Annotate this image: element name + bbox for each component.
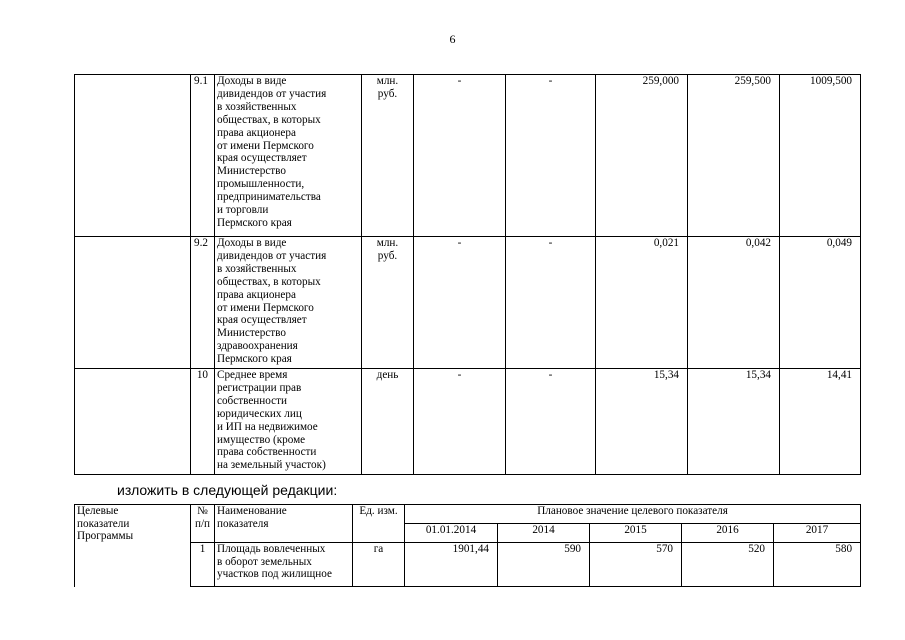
table-row [75,369,861,475]
empty-cell [75,543,191,587]
unit-cell: день [362,369,414,475]
empty-cell [75,369,191,475]
column-header-unit: Ед. изм. [353,505,405,543]
value-cell: 15,34 [596,369,688,475]
indicators-table-new [74,504,861,587]
value-cell: 259,000 [596,75,688,237]
table-row [75,543,861,587]
row-number: 1 [191,543,215,587]
header-row [75,505,861,524]
value-cell: 0,042 [688,237,780,369]
column-header-year: 2017 [774,524,861,543]
unit-cell: га [353,543,405,587]
value-cell: 14,41 [780,369,861,475]
value-cell: - [414,369,506,475]
intro-text: изложить в следующей редакции: [117,482,338,498]
value-cell: 15,34 [688,369,780,475]
column-header-plan: Плановое значение целевого показателя [405,505,861,524]
unit-cell: млн. руб. [362,237,414,369]
column-header-year: 2015 [590,524,682,543]
value-cell: - [414,75,506,237]
empty-cell [75,75,191,237]
unit-cell: млн. руб. [362,75,414,237]
value-cell: 570 [590,543,682,587]
indicator-name: Доходы в виде дивидендов от участия в хозяйственных обществах, в которых права акционера от имени Пермского края осуществляет Министерство здравоохранения Пермского края [215,237,362,369]
column-header-target: Целевые показатели Программы [75,505,191,543]
indicator-name: Площадь вовлеченных в оборот земельных участков под жилищное [215,543,353,587]
indicator-name: Доходы в виде дивидендов от участия в хозяйственных обществах, в которых права акционера от имени Пермского края осуществляет Министерство промышленности, предпринимательства и торговли Пермского края [215,75,362,237]
column-header-year: 2016 [682,524,774,543]
column-header-year: 2014 [498,524,590,543]
row-number: 10 [191,369,215,475]
empty-cell [75,237,191,369]
value-cell: 0,021 [596,237,688,369]
value-cell: 520 [682,543,774,587]
row-number: 9.1 [191,75,215,237]
value-cell: 259,500 [688,75,780,237]
column-header-number: № п/п [191,505,215,543]
table-row [75,237,861,369]
table-row [75,75,861,237]
value-cell: 1901,44 [405,543,498,587]
value-cell: 1009,500 [780,75,861,237]
value-cell: - [506,75,596,237]
page-number: 6 [449,32,456,46]
value-cell: - [506,369,596,475]
value-cell: - [506,237,596,369]
indicators-table-old [74,74,861,475]
value-cell: 590 [498,543,590,587]
row-number: 9.2 [191,237,215,369]
column-header-name: Наименование показателя [215,505,353,543]
value-cell: 0,049 [780,237,861,369]
value-cell: 580 [774,543,861,587]
value-cell: - [414,237,506,369]
indicator-name: Среднее время регистрации прав собственности юридических лиц и ИП на недвижимое имущество (кроме права собственности на земельный участок) [215,369,362,475]
column-header-year: 01.01.2014 [405,524,498,543]
